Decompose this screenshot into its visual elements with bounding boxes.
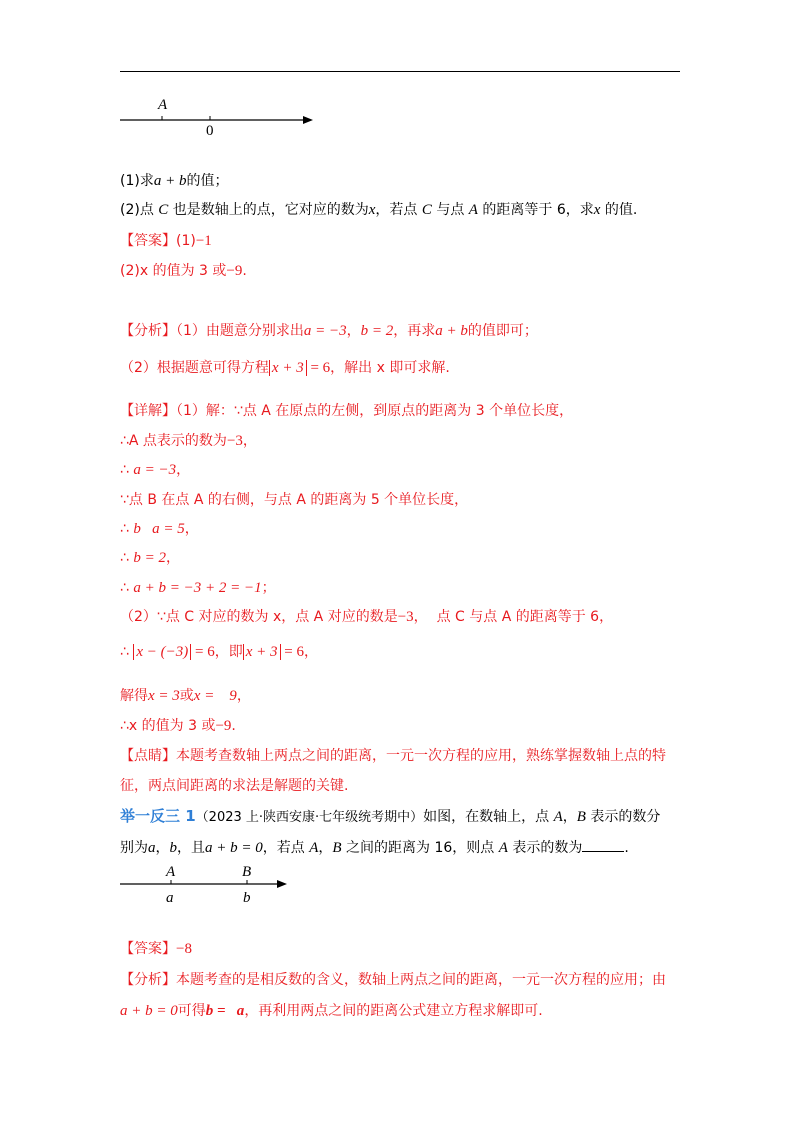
comment-1-text: 本题考查数轴上两点之间的距离，一元一次方程的应用，熟练掌握数轴上点的特 [176, 748, 666, 764]
question-part-1 [120, 170, 228, 190]
problem2-1-point-b: B [576, 809, 586, 825]
problem2-2-point-b: B [332, 840, 342, 856]
q1-suffix: 的值； [186, 173, 229, 189]
header-rule [120, 71, 680, 72]
problem2-1-text-a: 如图，在数轴上，点 [423, 809, 554, 825]
problem2-1-text-b: ， [562, 809, 577, 825]
answer2-line [120, 938, 192, 958]
problem2-1-text-c: 表示的数分 [585, 809, 661, 825]
problem2-2-text-e: ， [318, 840, 333, 856]
detail-2-text-b: ， [242, 433, 257, 449]
analysis2-line-2 [120, 1000, 543, 1020]
problem2-2-var-a: a [148, 840, 156, 856]
detail-7-text-b: ； [261, 580, 276, 596]
detail-9-text-b: ，即 [214, 644, 243, 660]
detail-2-math: −3 [226, 433, 243, 449]
problem2-2-text-d: ，若点 [262, 840, 310, 856]
problem2-line-2 [120, 837, 629, 857]
analysis-2-text-b: ，解出 x 即可求解. [330, 360, 450, 376]
q2-var-x: x [368, 202, 376, 218]
q1-prefix: (1)求 [120, 173, 154, 189]
analysis-2-eq: = 6 [306, 360, 331, 376]
comment-tag: 【点睛】 [120, 748, 176, 764]
detail-5-math: b a = 5 [133, 521, 185, 537]
comment-line-1 [120, 745, 666, 765]
problem2-title: 举一反三 1 [120, 807, 196, 825]
detail-line-1 [120, 400, 573, 420]
detail-9-eq-1: = 6 [191, 644, 215, 660]
detail-5-text-b: ， [184, 521, 199, 537]
value-label-b: b [243, 890, 251, 906]
detail-line-5 [120, 518, 199, 538]
problem2-1-point-a: A [553, 809, 563, 825]
detail-11-math: −9 [215, 718, 232, 734]
analysis2-line-1 [120, 969, 666, 989]
comment-2-text: 征，两点间距离的求法是解题的关键. [120, 778, 349, 794]
detail-11-text-a: ∴x 的值为 3 或 [120, 718, 216, 734]
detail-11-text-b: . [231, 718, 236, 734]
problem2-2-text-a: 别为 [120, 840, 148, 856]
answer-1-value: −1 [195, 233, 212, 249]
detail-3-text-b: ， [176, 462, 191, 478]
problem2-2-text-g: 表示的数为 [507, 840, 583, 856]
analysis2-2-text-b: ，再利用两点之间的距离公式建立方程求解即可. [244, 1003, 543, 1019]
analysis-1-math-a: a = −3 [303, 323, 347, 339]
number-line-arrowhead [303, 116, 313, 124]
problem2-line-1 [120, 805, 660, 826]
number-line-figure-2 [115, 862, 295, 907]
detail-1-text: （1）解：∵点 A 在原点的左侧，到原点的距离为 3 个单位长度， [176, 403, 574, 419]
detail-10-text-b: 或 [179, 688, 194, 704]
analysis2-tag: 【分析】 [120, 972, 176, 988]
q2-text-a: (2)点 [120, 202, 159, 218]
detail-line-6 [120, 547, 180, 567]
answer-blank [582, 839, 624, 852]
analysis-1-text-a: （1）由题意分别求出 [176, 323, 304, 339]
detail-line-7 [120, 577, 276, 597]
problem2-2-text-h: . [624, 840, 629, 856]
detail-line-8 [120, 606, 613, 626]
comment-line-2 [120, 775, 348, 795]
problem2-2-point-a: A [309, 840, 319, 856]
analysis-2-abs-expr: x + 3 [269, 360, 307, 376]
point-label-a: A [158, 97, 168, 113]
analysis-tag: 【分析】 [120, 323, 176, 339]
analysis-1-text-d: 的值即可； [467, 323, 538, 339]
q2-text-c: ，若点 [375, 202, 422, 218]
detail-8-text-a: （2）∵点 C 对应的数为 x，点 A 对应的数是 [120, 609, 398, 625]
detail-9-therefore: ∴ [120, 644, 134, 660]
value-label-a: a [166, 890, 174, 906]
detail-9-eq-2: = 6 [280, 644, 304, 660]
detail-line-10 [120, 685, 251, 705]
analysis-line-2 [120, 357, 450, 377]
problem2-source: （2023 上·陕西安康·七年级统考期中） [195, 810, 424, 825]
problem2-2-text-c: ，且 [177, 840, 205, 856]
analysis-1-math-ab: a + b [435, 323, 468, 339]
q2-var-x2: x [593, 202, 601, 218]
q2-text-e: 的距离等于 6，求 [477, 202, 594, 218]
detail-8-math: −3 [397, 609, 414, 625]
point-label-B: B [242, 864, 252, 880]
analysis-1-math-b: b = 2 [360, 323, 394, 339]
detail-10-text-a: 解得 [120, 688, 148, 704]
q2-point-a: A [468, 202, 478, 218]
analysis2-2-math-2: b = a [205, 1003, 245, 1019]
answer-2-value: −9 [226, 263, 243, 279]
point-label-A: A [166, 864, 176, 880]
detail-6-text-b: ， [165, 550, 180, 566]
answer2-tag: 【答案】 [120, 941, 176, 957]
q2-point-c2: C [421, 202, 432, 218]
detail-10-text-c: ， [236, 688, 251, 704]
answer2-value: −8 [176, 941, 192, 957]
detail-9-abs-expr-2: x + 3 [243, 644, 281, 660]
detail-8-text-b: ， 点 C 与点 A 的距离等于 6， [413, 609, 614, 625]
origin-label: 0 [206, 123, 214, 139]
detail-3-therefore: ∴ [120, 462, 134, 478]
number-line-2-arrowhead [277, 880, 287, 888]
number-line-figure-1 [115, 95, 325, 140]
q2-text-b: 也是数轴上的点，它对应的数为 [168, 202, 369, 218]
analysis-line-1 [120, 320, 538, 340]
detail-10-math-1: x = 3 [148, 688, 180, 704]
problem2-2-text-f: 之间的距离为 16，则点 [341, 840, 499, 856]
analysis2-2-text-a: 可得 [177, 1003, 206, 1019]
detail-7-therefore: ∴ [120, 580, 134, 596]
detail-4-text: ∵点 B 在点 A 的右侧，与点 A 的距离为 5 个单位长度， [120, 492, 469, 508]
detail-line-9 [120, 641, 318, 661]
detail-line-3 [120, 459, 190, 479]
detail-6-therefore: ∴ [120, 550, 134, 566]
analysis2-1-text: 本题考查的是相反数的含义，数轴上两点之间的距离，一元一次方程的应用；由 [176, 972, 666, 988]
answer-line-1 [120, 230, 212, 250]
detail-line-4 [120, 489, 468, 509]
detail-2-text-a: ∴A 点表示的数为 [120, 433, 227, 449]
problem2-2-var-b: b [169, 840, 177, 856]
question-part-2 [120, 199, 637, 219]
q2-point-c: C [158, 202, 169, 218]
answer-line-2 [120, 260, 247, 280]
analysis-1-text-c: ，再求 [393, 323, 436, 339]
answer-2-suffix: . [242, 263, 247, 279]
problem2-2-math: a + b = 0 [205, 840, 263, 856]
detail-line-2 [120, 430, 257, 450]
answer-2-prefix: (2)x 的值为 3 或 [120, 263, 227, 279]
analysis2-2-math-1: a + b = 0 [120, 1003, 178, 1019]
detail-5-therefore: ∴ [120, 521, 134, 537]
analysis-2-text-a: （2）根据题意可得方程 [120, 360, 269, 376]
problem2-2-point-a2: A [498, 840, 508, 856]
detail-9-abs-expr-1: x − (−3) [133, 644, 191, 660]
detail-3-math: a = −3 [133, 462, 177, 478]
analysis-1-text-b: ， [346, 323, 361, 339]
q2-text-f: 的值. [600, 202, 638, 218]
answer-1-prefix: (1) [176, 233, 196, 249]
detail-tag: 【详解】 [120, 403, 176, 419]
problem2-2-text-b: ， [155, 840, 170, 856]
detail-10-math-2: x = 9 [193, 688, 237, 704]
detail-line-11 [120, 715, 236, 735]
detail-6-math: b = 2 [133, 550, 166, 566]
detail-7-math: a + b = −3 + 2 = −1 [133, 580, 262, 596]
q2-text-d: 与点 [431, 202, 469, 218]
q1-math: a + b [153, 173, 187, 189]
answer-tag: 【答案】 [120, 233, 176, 249]
detail-9-text-c: ， [303, 644, 318, 660]
